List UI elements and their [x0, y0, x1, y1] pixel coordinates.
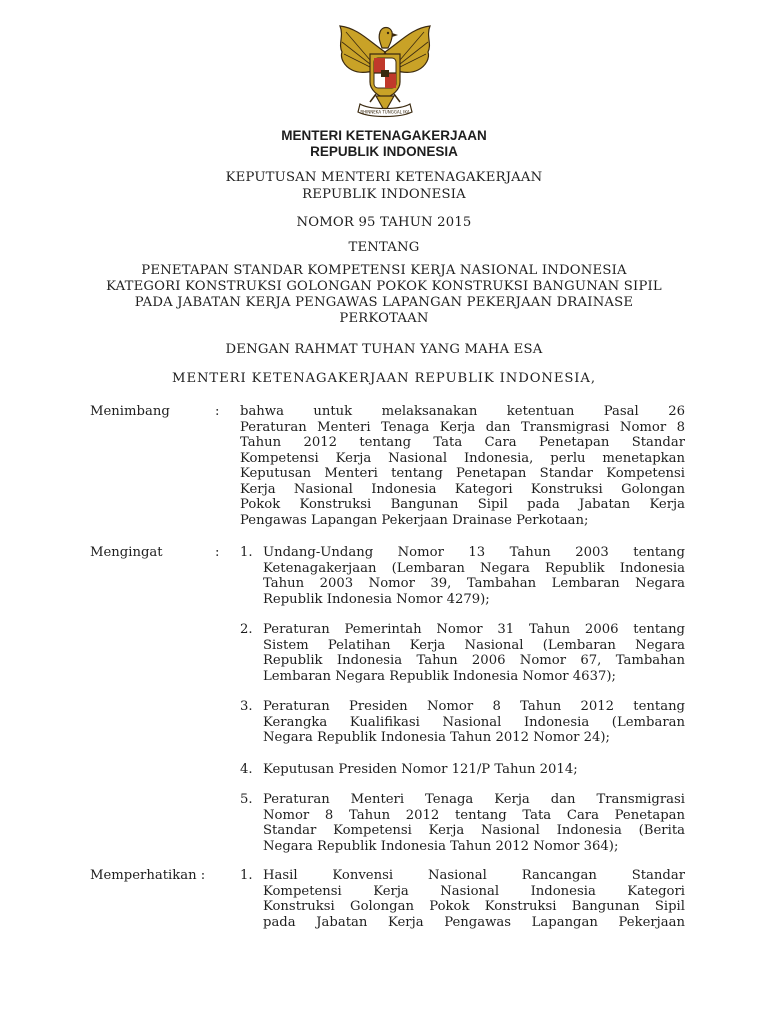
paragraph-line: Undang-Undang Nomor 13 Tahun 2003 tentang — [263, 545, 685, 560]
paragraph-line: Tahun 2003 Nomor 39, Tambahan Lembaran Negara — [263, 576, 685, 591]
subject-line: PADA JABATAN KERJA PENGAWAS LAPANGAN PEKERJAAN DRAINASE — [134, 295, 634, 310]
menimbang-paragraph — [240, 404, 685, 528]
paragraph-line: pada Jabatan Kerja Pengawas Lapangan Pekerjaan — [263, 914, 685, 930]
paragraph-line: Kerangka Kualifikasi Nasional Indonesia (Lembaran — [263, 714, 685, 730]
decree-subtitle: REPUBLIK INDONESIA — [302, 187, 466, 202]
list-number: 3. — [240, 699, 253, 714]
paragraph-line: Hasil Konvensi Nasional Rancangan Standar — [263, 868, 685, 883]
paragraph-line: Keputusan Presiden Nomor 121/P Tahun 2014; — [263, 762, 578, 777]
paragraph-line: Kompetensi Kerja Nasional Indonesia, perlu menetapkan — [240, 450, 685, 466]
memperhatikan-label: Memperhatikan : — [90, 868, 206, 883]
list-number: 4. — [240, 762, 253, 777]
menimbang-colon: : — [215, 404, 220, 419]
list-number: 5. — [240, 792, 253, 807]
mengingat-label: Mengingat — [90, 545, 163, 560]
paragraph-line: Standar Kompetensi Kerja Nasional Indonesia (Berita — [263, 823, 685, 838]
blessing-line: DENGAN RAHMAT TUHAN YANG MAHA ESA — [225, 342, 543, 357]
paragraph-line: Negara Republik Indonesia Tahun 2012 Nomor 24); — [263, 730, 611, 745]
paragraph-line: Keputusan Menteri tentang Penetapan Standar Kompetensi — [240, 466, 685, 481]
paragraph-line: Lembaran Negara Republik Indonesia Nomor 4637); — [263, 668, 616, 684]
minister-line: MENTERI KETENAGAKERJAAN REPUBLIK INDONESIA, — [172, 371, 596, 386]
mengingat-item-4 — [263, 762, 685, 778]
paragraph-line: bahwa untuk melaksanakan ketentuan Pasal 26 — [240, 404, 685, 419]
mengingat-item-1 — [263, 545, 685, 607]
subject-line: PENETAPAN STANDAR KOMPETENSI KERJA NASIONAL INDONESIA — [141, 263, 627, 278]
paragraph-line: Sistem Pelatihan Kerja Nasional (Lembaran Negara — [263, 637, 685, 653]
paragraph-line: Peraturan Menteri Tenaga Kerja dan Transmigrasi — [263, 792, 685, 807]
paragraph-line: Konstruksi Golongan Pokok Konstruksi Bangunan Sipil — [263, 899, 685, 914]
paragraph-line: Kerja Nasional Indonesia Kategori Konstruksi Golongan — [240, 481, 685, 497]
paragraph-line: Peraturan Menteri Tenaga Kerja dan Transmigrasi Nomor 8 — [240, 419, 685, 435]
decree-number: NOMOR 95 TAHUN 2015 — [296, 215, 472, 230]
list-number: 1. — [240, 545, 253, 560]
decree-title: KEPUTUSAN MENTERI KETENAGAKERJAAN — [225, 170, 543, 185]
paragraph-line: Republik Indonesia Tahun 2006 Nomor 67, Tambahan — [263, 653, 685, 668]
ministry-subtitle: REPUBLIK INDONESIA — [310, 144, 458, 159]
menimbang-label: Menimbang — [90, 404, 170, 419]
subject-line: KATEGORI KONSTRUKSI GOLONGAN POKOK KONSTRUKSI BANGUNAN SIPIL — [106, 279, 662, 294]
list-number: 1. — [240, 868, 253, 883]
about-heading: TENTANG — [348, 240, 420, 255]
paragraph-line: Tahun 2012 tentang Tata Cara Penetapan Standar — [240, 435, 685, 450]
emblem-motto: BHINNEKA TUNGGAL IKA — [360, 109, 410, 115]
list-number: 2. — [240, 622, 253, 637]
mengingat-item-3 — [263, 699, 685, 746]
mengingat-colon: : — [215, 545, 220, 560]
paragraph-line: Nomor 8 Tahun 2012 tentang Tata Cara Penetapan — [263, 807, 685, 823]
garuda-emblem-icon — [330, 22, 440, 122]
subject-line: PERKOTAAN — [339, 311, 429, 326]
paragraph-line: Pokok Konstruksi Bangunan Sipil pada Jabatan Kerja — [240, 497, 685, 512]
paragraph-line: Republik Indonesia Nomor 4279); — [263, 591, 490, 607]
mengingat-item-5 — [263, 792, 685, 854]
paragraph-line: Negara Republik Indonesia Tahun 2012 Nomor 364); — [263, 838, 619, 854]
paragraph-line: Peraturan Presiden Nomor 8 Tahun 2012 tentang — [263, 699, 685, 714]
paragraph-line: Peraturan Pemerintah Nomor 31 Tahun 2006 tentang — [263, 622, 685, 637]
mengingat-item-2 — [263, 622, 685, 684]
ministry-title: MENTERI KETENAGAKERJAAN — [281, 128, 487, 143]
paragraph-line: Kompetensi Kerja Nasional Indonesia Kategori — [263, 883, 685, 899]
paragraph-line: Pengawas Lapangan Pekerjaan Drainase Perkotaan; — [240, 512, 589, 528]
memperhatikan-item-1 — [263, 868, 685, 930]
paragraph-line: Ketenagakerjaan (Lembaran Negara Republik Indonesia — [263, 560, 685, 576]
